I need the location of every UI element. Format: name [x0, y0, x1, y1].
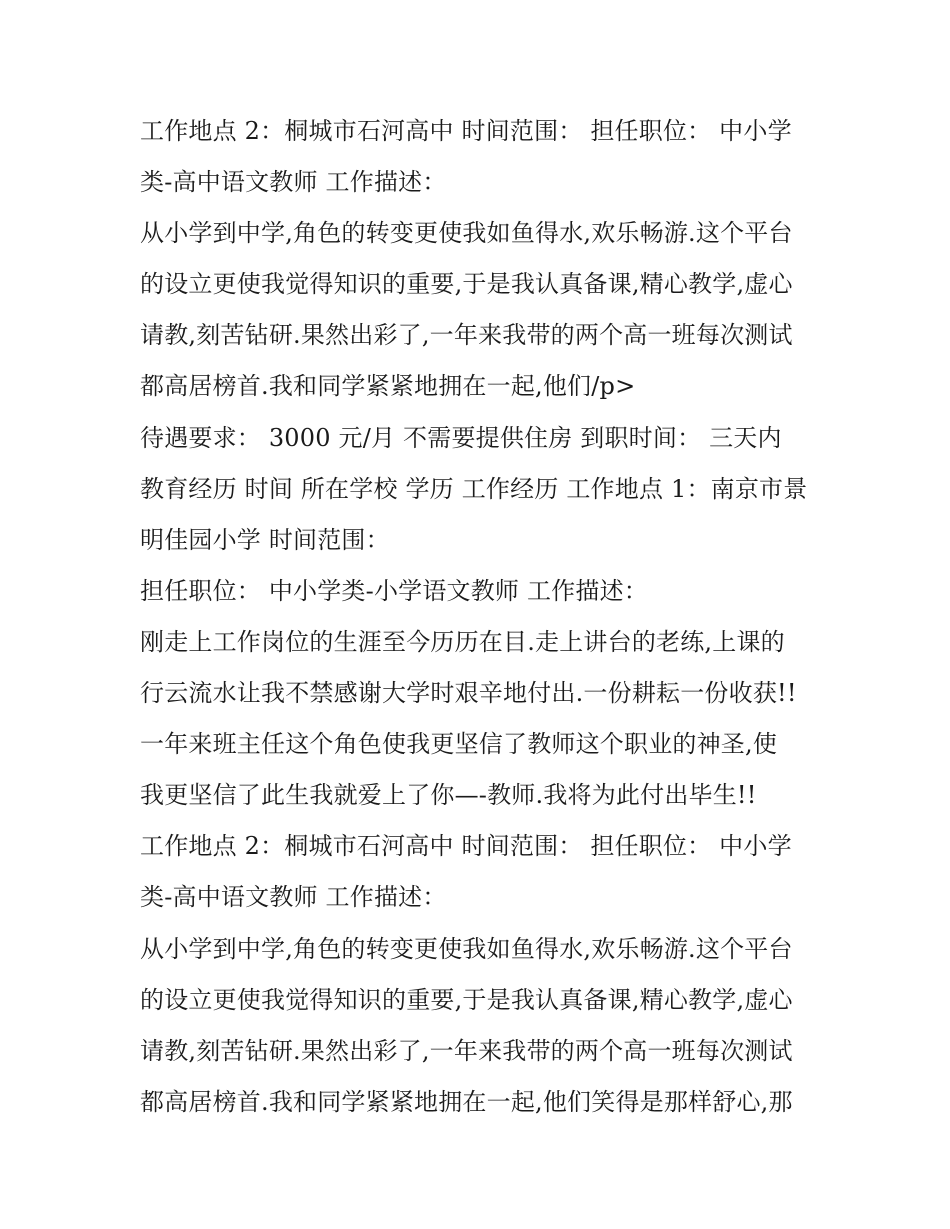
text-line: 都高居榜首.我和同学紧紧地拥在一起,他们笑得是那样舒心,那 [140, 1087, 793, 1116]
text-line: 请教,刻苦钻研.果然出彩了,一年来我带的两个高一班每次测试 [140, 321, 793, 350]
text-line: 从小学到中学,角色的转变更使我如鱼得水,欢乐畅游.这个平台 [140, 934, 793, 963]
text-line: 担任职位： 中小学类-小学语文教师 工作描述： [140, 576, 648, 605]
text-line: 类-高中语文教师 工作描述： [140, 883, 447, 912]
text-line: 教育经历 时间 所在学校 学历 工作经历 工作地点 1：南京市景 [140, 474, 808, 503]
text-line: 工作地点 2：桐城市石河高中 时间范围： 担任职位： 中小学 [140, 117, 792, 145]
text-line: 从小学到中学,角色的转变更使我如鱼得水,欢乐畅游.这个平台 [140, 219, 793, 248]
text-line: 一年来班主任这个角色使我更坚信了教师这个职业的神圣,使 [140, 730, 778, 759]
text-line: 我更坚信了此生我就爱上了你—-教师.我将为此付出毕生!! [140, 781, 757, 810]
text-line: 都高居榜首.我和同学紧紧地拥在一起,他们/p> [140, 372, 636, 401]
text-line: 明佳园小学 时间范围： [140, 525, 390, 554]
text-line: 工作地点 2：桐城市石河高中 时间范围： 担任职位： 中小学 [140, 832, 792, 861]
text-line: 类-高中语文教师 工作描述： [140, 168, 447, 197]
document-body [140, 106, 820, 1128]
text-line: 的设立更使我觉得知识的重要,于是我认真备课,精心教学,虚心 [140, 985, 793, 1014]
text-line: 待遇要求： 3000 元/月 不需要提供住房 到职时间： 三天内 [140, 423, 782, 452]
text-line: 的设立更使我觉得知识的重要,于是我认真备课,精心教学,虚心 [140, 270, 793, 299]
text-line: 刚走上工作岗位的生涯至今历历在目.走上讲台的老练,上课的 [140, 627, 785, 656]
text-line: 行云流水让我不禁感谢大学时艰辛地付出.一份耕耘一份收获!! [140, 679, 797, 708]
text-line: 请教,刻苦钻研.果然出彩了,一年来我带的两个高一班每次测试 [140, 1036, 793, 1065]
